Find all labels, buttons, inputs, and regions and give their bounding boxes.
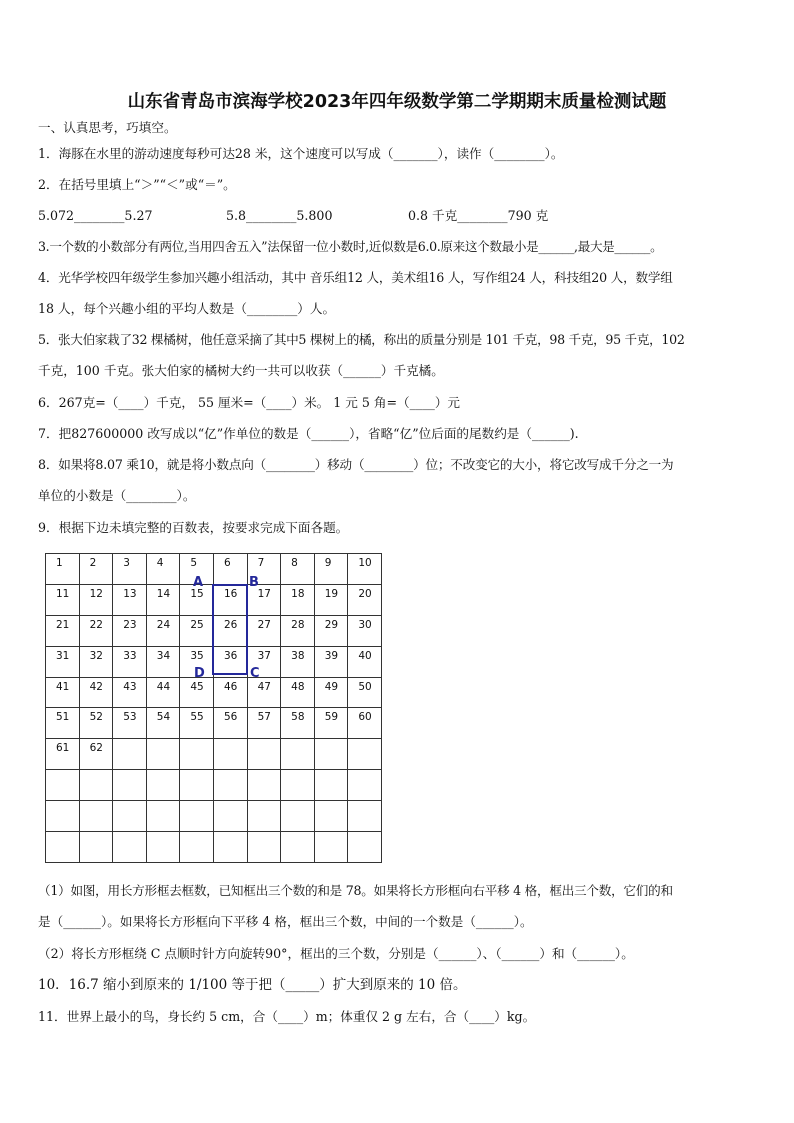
hundred-chart-number — [315, 832, 348, 835]
hundred-chart-number — [214, 739, 247, 742]
question-5-line-1: 5．张大伯家栽了32 棵橘树，他任意采摘了其中5 棵树上的橘，称出的质量分别是 101 千克，98 千克，95 千克，102 — [38, 332, 685, 347]
hundred-chart-number: 16 — [223, 587, 238, 600]
hundred-chart-number: 54 — [156, 711, 171, 724]
hundred-chart-number — [214, 801, 247, 804]
hundred-chart-cell — [146, 739, 180, 770]
hundred-chart-cell — [247, 832, 281, 863]
hundred-chart-number — [147, 770, 180, 773]
hundred-chart-cell — [348, 739, 382, 770]
hundred-chart-number — [80, 770, 113, 773]
hundred-chart-cell — [348, 770, 382, 801]
hundred-chart-number — [180, 770, 213, 773]
hundred-chart-cell — [46, 770, 80, 801]
hundred-chart-row — [46, 801, 382, 832]
hundred-chart-number: 11 — [56, 587, 70, 600]
hundred-chart-cell — [314, 615, 348, 646]
hundred-chart-number: 48 — [291, 680, 305, 693]
hundred-chart-number: 18 — [291, 587, 305, 600]
hundred-chart-cell — [213, 801, 247, 832]
hundred-chart-row — [46, 677, 382, 708]
hundred-chart-cell — [213, 677, 247, 708]
hundred-chart-cell — [113, 832, 147, 863]
hundred-chart-cell — [146, 801, 180, 832]
hundred-chart-number: 1 — [56, 557, 63, 569]
hundred-chart-cell — [113, 584, 147, 615]
hundred-chart-cell — [314, 646, 348, 677]
hundred-chart-number: 15 — [190, 587, 204, 600]
hundred-chart-number — [147, 801, 180, 804]
hundred-chart-cell — [247, 677, 281, 708]
hundred-chart-number: 56 — [223, 711, 238, 724]
hundred-chart-number: 14 — [156, 587, 171, 600]
hundred-chart-number: 4 — [156, 557, 164, 569]
hundred-chart-number — [281, 832, 314, 835]
question-2-item-2: 5.8________5.800 — [226, 208, 333, 223]
hundred-chart-number: 43 — [123, 680, 137, 693]
hundred-chart-number — [348, 770, 381, 773]
question-4-line-1: 4．光华学校四年级学生参加兴趣小组活动，其中 音乐组12 人，美术组16 人，写作组24 人，科技组20 人，数学组 — [38, 270, 673, 285]
hundred-chart-cell — [247, 739, 281, 770]
hundred-chart-number — [80, 801, 113, 804]
hundred-chart-number: 10 — [358, 557, 372, 569]
hundred-chart-number: 47 — [257, 680, 271, 693]
section-heading: 一、认真思考，巧填空。 — [38, 120, 177, 135]
hundred-chart-number — [315, 739, 348, 742]
hundred-chart-cell — [146, 615, 180, 646]
hundred-chart-cell — [46, 646, 80, 677]
hundred-chart-cell — [314, 832, 348, 863]
hundred-chart-number: 30 — [358, 618, 372, 631]
hundred-chart-number — [180, 739, 213, 742]
hundred-chart-cell — [79, 832, 113, 863]
hundred-chart-cell — [79, 584, 113, 615]
hundred-chart-number: 40 — [358, 649, 372, 662]
hundred-chart-cell — [247, 801, 281, 832]
hundred-chart-number: 28 — [291, 618, 305, 631]
hundred-chart-cell — [46, 832, 80, 863]
corner-label-c: C — [250, 666, 260, 681]
hundred-chart-cell — [213, 770, 247, 801]
hundred-chart-cell — [314, 708, 348, 739]
hundred-chart-number: 24 — [156, 618, 171, 631]
question-7: 7．把827600000 改写成以“亿”作单位的数是（______），省略“亿”位后面的尾数约是（______). — [38, 426, 579, 441]
question-2-item-1: 5.072________5.27 — [38, 208, 153, 223]
hundred-chart-number: 27 — [257, 618, 271, 631]
hundred-chart-cell — [113, 646, 147, 677]
question-4-line-2: 18 人，每个兴趣小组的平均人数是（________）人。 — [38, 301, 336, 316]
hundred-chart-number: 37 — [257, 649, 271, 662]
corner-label-d: D — [194, 666, 205, 681]
question-3: 3.一个数的小数部分有两位,当用四舍五入”法保留一位小数时,近似数是6.0.原来这个数最小是______,最大是______。 — [38, 239, 663, 254]
hundred-chart-cell — [79, 801, 113, 832]
hundred-chart-number: 8 — [291, 557, 298, 569]
hundred-chart-cell — [348, 646, 382, 677]
hundred-chart-number — [113, 801, 146, 804]
hundred-chart-cell — [46, 584, 80, 615]
hundred-chart-number — [348, 801, 381, 804]
hundred-chart-number — [46, 832, 79, 835]
hundred-chart-cell — [180, 801, 214, 832]
hundred-chart-cell — [113, 615, 147, 646]
hundred-chart-number: 26 — [223, 618, 238, 631]
hundred-chart-number: 45 — [190, 680, 204, 693]
hundred-chart-cell — [281, 677, 315, 708]
hundred-chart-number: 12 — [89, 587, 103, 600]
hundred-chart-number — [80, 832, 113, 835]
hundred-chart-cell — [281, 615, 315, 646]
question-2-item-3: 0.8 千克________790 克 — [408, 208, 549, 223]
question-1: 1．海豚在水里的游动速度每秒可达28 米，这个速度可以写成（_______），读作（________）。 — [38, 146, 564, 161]
hundred-chart-cell — [213, 708, 247, 739]
hundred-chart-cell — [281, 708, 315, 739]
hundred-chart-cell — [348, 554, 382, 585]
hundred-chart-number: 46 — [223, 680, 238, 693]
hundred-chart-number — [214, 832, 247, 835]
hundred-chart-cell — [146, 584, 180, 615]
hundred-chart-cell — [213, 554, 247, 585]
page-title: 山东省青岛市滨海学校2023年四年级数学第二学期期末质量检测试题 — [127, 92, 667, 112]
hundred-chart-number: 25 — [190, 618, 204, 631]
question-6: 6．267克=（____）千克， 55 厘米=（____）米。 1 元 5 角=（____）元 — [38, 395, 461, 410]
hundred-chart-cell — [46, 554, 80, 585]
hundred-chart-cell — [281, 584, 315, 615]
hundred-chart-cell — [113, 739, 147, 770]
hundred-chart-number: 36 — [223, 649, 238, 662]
hundred-chart-row — [46, 739, 382, 770]
hundred-chart-cell — [314, 554, 348, 585]
question-8-line-1: 8．如果将8.07 乘10，就是将小数点向（________）移动（________）位；不改变它的大小，将它改写成千分之一为 — [38, 457, 674, 472]
hundred-chart-cell — [180, 677, 214, 708]
question-8-line-2: 单位的小数是（________）。 — [38, 488, 196, 503]
hundred-chart-number — [113, 739, 146, 742]
hundred-chart-cell — [46, 615, 80, 646]
hundred-chart-cell — [180, 708, 214, 739]
hundred-chart-number: 61 — [56, 742, 70, 755]
hundred-chart-cell — [79, 708, 113, 739]
hundred-chart-number: 29 — [324, 618, 339, 631]
hundred-chart-cell — [46, 801, 80, 832]
hundred-chart-cell — [79, 646, 113, 677]
hundred-chart-cell — [146, 770, 180, 801]
hundred-chart-number: 53 — [123, 711, 137, 724]
hundred-chart-row — [46, 770, 382, 801]
hundred-chart-cell — [79, 739, 113, 770]
hundred-chart-number: 49 — [324, 680, 339, 693]
hundred-chart-cell — [348, 801, 382, 832]
hundred-chart-number — [248, 832, 281, 835]
hundred-chart-number — [113, 770, 146, 773]
hundred-chart-cell — [348, 615, 382, 646]
hundred-chart-cell — [79, 554, 113, 585]
hundred-chart-number — [248, 770, 281, 773]
hundred-chart-number — [180, 832, 213, 835]
hundred-chart-number: 17 — [257, 587, 271, 600]
hundred-chart-number: 13 — [123, 587, 137, 600]
hundred-chart-cell — [281, 832, 315, 863]
hundred-chart-number: 22 — [89, 618, 103, 631]
hundred-chart-number — [348, 832, 381, 835]
hundred-chart-cell — [46, 708, 80, 739]
hundred-chart-number: 23 — [123, 618, 137, 631]
hundred-chart-cell — [180, 770, 214, 801]
hundred-chart-number: 58 — [291, 711, 305, 724]
hundred-chart-number — [281, 770, 314, 773]
hundred-chart-row — [46, 708, 382, 739]
hundred-chart-cell — [180, 739, 214, 770]
hundred-chart-number: 44 — [156, 680, 171, 693]
hundred-chart-cell — [247, 708, 281, 739]
hundred-chart-number: 59 — [324, 711, 339, 724]
corner-label-b: B — [249, 575, 259, 590]
question-9-part-2: （2）将长方形框绕 C 点顺时针方向旋转90°，框出的三个数，分别是（______）、（______）和（______）。 — [38, 946, 634, 961]
hundred-chart-number: 20 — [358, 587, 372, 600]
rectangle-frame — [212, 584, 248, 675]
hundred-chart-cell — [113, 708, 147, 739]
hundred-chart-number — [147, 832, 180, 835]
hundred-chart-cell — [348, 677, 382, 708]
hundred-chart-number: 5 — [190, 557, 198, 569]
hundred-chart-cell — [281, 770, 315, 801]
hundred-chart-number: 21 — [56, 618, 70, 631]
hundred-chart-cell — [213, 832, 247, 863]
hundred-chart-number — [281, 739, 314, 742]
hundred-chart-number: 50 — [358, 680, 372, 693]
hundred-chart-number: 41 — [56, 680, 70, 693]
hundred-chart-cell — [247, 770, 281, 801]
question-2: 2．在括号里填上“＞”“＜”或“＝”。 — [38, 177, 236, 192]
question-9: 9．根据下边未填完整的百数表，按要求完成下面各题。 — [38, 520, 349, 535]
hundred-chart-cell — [180, 615, 214, 646]
hundred-chart-number: 38 — [291, 649, 305, 662]
hundred-chart-number: 62 — [89, 742, 103, 755]
question-9-part-1-line-2: 是（______）。如果将长方形框向下平移 4 格，框出三个数，中间的一个数是（______）。 — [38, 914, 533, 929]
hundred-chart-cell — [113, 770, 147, 801]
hundred-chart-cell — [79, 615, 113, 646]
hundred-chart-cell — [46, 677, 80, 708]
hundred-chart-cell — [146, 677, 180, 708]
hundred-chart-cell — [281, 646, 315, 677]
hundred-chart-number: 19 — [324, 587, 339, 600]
hundred-chart-number: 31 — [56, 649, 70, 662]
hundred-chart-cell — [314, 677, 348, 708]
hundred-chart-cell — [213, 739, 247, 770]
hundred-chart-number: 33 — [123, 649, 137, 662]
hundred-chart-number — [147, 739, 180, 742]
question-9-part-1-line-1: （1）如图，用长方形框去框数，已知框出三个数的和是 78。如果将长方形框向右平移 4 格，框出三个数，它们的和 — [38, 883, 673, 898]
hundred-chart-cell — [113, 554, 147, 585]
hundred-chart-number — [315, 801, 348, 804]
hundred-chart-cell — [314, 770, 348, 801]
hundred-chart-cell — [180, 832, 214, 863]
hundred-chart-number: 34 — [156, 649, 171, 662]
hundred-chart-cell — [113, 801, 147, 832]
hundred-chart-cell — [348, 584, 382, 615]
hundred-chart-number: 9 — [324, 557, 332, 569]
hundred-chart-number: 39 — [324, 649, 339, 662]
hundred-chart-cell — [314, 801, 348, 832]
hundred-chart-cell — [113, 677, 147, 708]
hundred-chart-cell — [281, 801, 315, 832]
corner-label-a: A — [193, 575, 204, 590]
hundred-chart-number — [113, 832, 146, 835]
hundred-chart-number: 55 — [190, 711, 204, 724]
hundred-chart-cell — [314, 739, 348, 770]
hundred-chart-number — [315, 770, 348, 773]
hundred-chart-number: 3 — [123, 557, 130, 569]
hundred-chart-number: 51 — [56, 711, 70, 724]
hundred-chart-number: 57 — [257, 711, 271, 724]
hundred-chart-cell — [281, 739, 315, 770]
hundred-chart-cell — [146, 708, 180, 739]
hundred-chart-number: 6 — [223, 557, 231, 569]
hundred-chart-number: 2 — [89, 557, 97, 569]
question-10: 10．16.7 缩小到原来的 1/100 等于把（_____）扩大到原来的 10 倍。 — [38, 977, 467, 993]
hundred-chart-number — [248, 801, 281, 804]
hundred-chart-cell — [146, 554, 180, 585]
hundred-chart-cell — [281, 554, 315, 585]
hundred-chart-number — [281, 801, 314, 804]
hundred-chart-cell — [46, 739, 80, 770]
hundred-chart-cell — [348, 708, 382, 739]
hundred-chart-row — [46, 832, 382, 863]
hundred-chart-number — [348, 739, 381, 742]
hundred-chart-number — [214, 770, 247, 773]
hundred-chart-number — [46, 770, 79, 773]
hundred-chart-cell — [79, 770, 113, 801]
hundred-chart-number — [46, 801, 79, 804]
hundred-chart-number — [180, 801, 213, 804]
hundred-chart-number: 42 — [89, 680, 103, 693]
question-5-line-2: 千克，100 千克。张大伯家的橘树大约一共可以收获（______）千克橘。 — [38, 363, 444, 378]
hundred-chart-number: 52 — [89, 711, 103, 724]
hundred-chart-number — [248, 739, 281, 742]
hundred-chart-cell — [146, 832, 180, 863]
hundred-chart-number: 32 — [89, 649, 103, 662]
hundred-chart-cell — [314, 584, 348, 615]
hundred-chart-number: 7 — [257, 557, 265, 569]
hundred-chart-number: 35 — [190, 649, 204, 662]
hundred-chart-row — [46, 554, 382, 585]
hundred-chart-cell — [348, 832, 382, 863]
hundred-chart-cell — [247, 615, 281, 646]
question-11: 11．世界上最小的鸟，身长约 5 cm，合（____）m；体重仅 2 g 左右，合（____）kg。 — [38, 1009, 536, 1024]
hundred-chart-cell — [79, 677, 113, 708]
hundred-chart-number: 60 — [358, 711, 372, 724]
hundred-chart-cell — [146, 646, 180, 677]
